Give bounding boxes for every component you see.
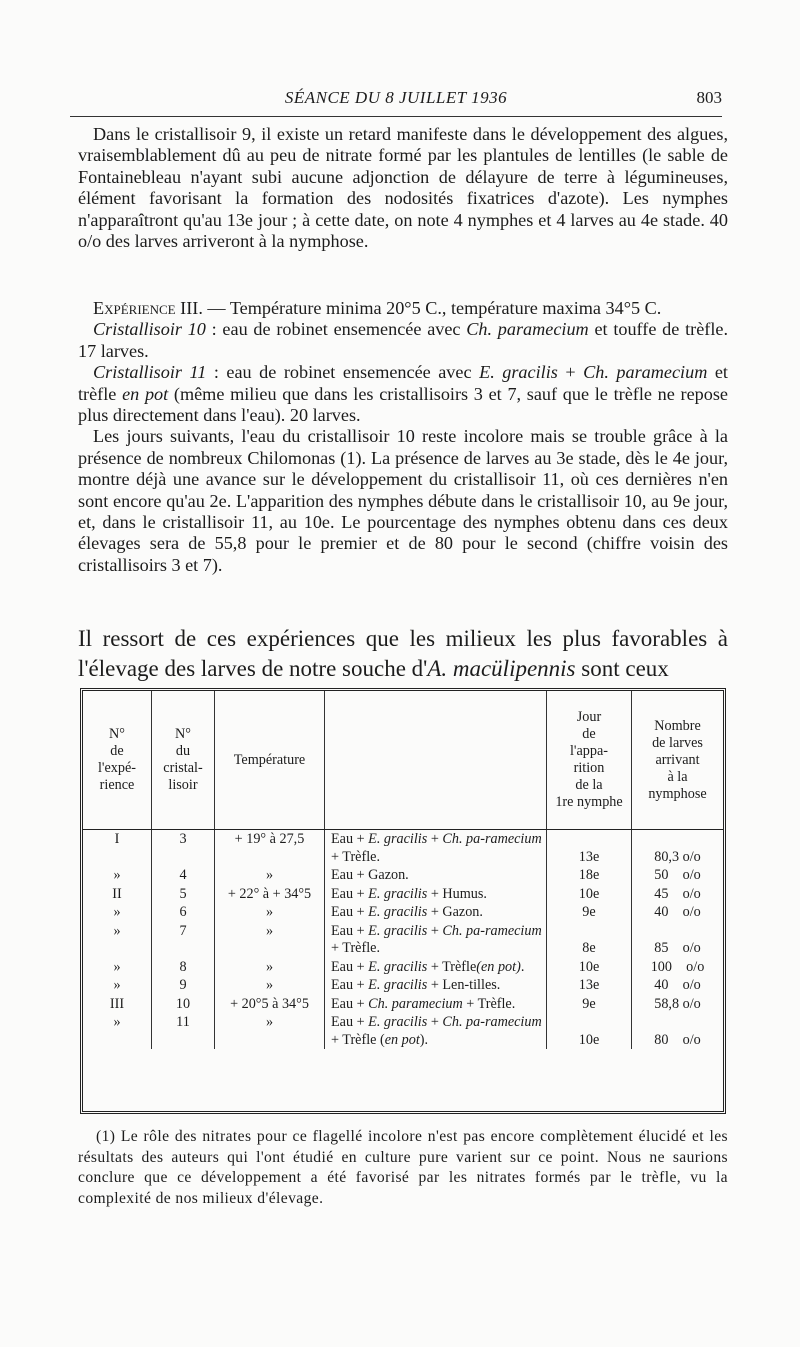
conclusion-text-a: Il ressort de ces expériences que les milieux les plus favorables à l'élevage des larves de notre souche d' <box>78 626 728 681</box>
cell-nombre: 50 o/o <box>654 867 701 883</box>
cell-jour: 8e <box>547 922 632 958</box>
experiment-label: Expérience III. <box>93 298 203 318</box>
milieu-part: en pot <box>384 1031 420 1048</box>
experiment-text: — Température minima 20°5 C., température maxima 34°5 C. <box>202 298 662 318</box>
cell-experience: II <box>83 885 152 904</box>
milieu-part: + Trèfle ( <box>331 1031 385 1048</box>
cell-experience: » <box>83 958 152 977</box>
table-row <box>83 958 723 977</box>
cristallisoir-11-plus: + <box>557 362 584 383</box>
milieu-part: E. gracilis <box>368 904 428 920</box>
milieu-part: Ch. pa- <box>442 1014 485 1030</box>
body-text-top <box>78 124 728 252</box>
cristallisoir-10-species: Ch. paramecium <box>466 319 589 340</box>
results-table-frame <box>80 688 726 1114</box>
hdr-nombre-line: de larves <box>652 734 703 751</box>
milieu-part: Eau + Gazon. <box>331 867 409 883</box>
results-table <box>83 691 723 1049</box>
cell-nombre: 58,8 o/o <box>654 995 701 1012</box>
cell-temperature: + 20°5 à 34°5 <box>215 995 325 1014</box>
cell-jour: 10e <box>547 1013 632 1049</box>
cristallisoir-11-species-a: E. gracilis <box>479 362 558 383</box>
milieu-part: + <box>427 1014 443 1030</box>
cristallisoir-11-species-b: Ch. paramecium <box>583 362 708 383</box>
milieu-part: + <box>427 922 443 939</box>
hdr-jour-line: l'appa- <box>569 743 608 759</box>
milieu-part: ramecium <box>484 1014 542 1030</box>
cell-nombre: 45 o/o <box>654 885 701 902</box>
running-header <box>70 88 722 117</box>
milieu-part: Eau + <box>331 1014 369 1030</box>
cell-experience: I <box>83 830 152 867</box>
hdr-exp-line: de <box>110 743 124 759</box>
table-row <box>83 830 723 867</box>
cristallisoir-11-label: Cristallisoir 11 <box>93 362 207 383</box>
milieu-part: Trèfle. <box>477 995 516 1012</box>
hdr-nombre-line: nymphose <box>648 785 707 802</box>
milieu-part: Eau + <box>331 831 369 847</box>
milieu-part: + <box>462 995 478 1012</box>
table-row <box>83 903 723 922</box>
cell-cristallisoir: 5 <box>152 885 215 904</box>
cell-cristallisoir: 9 <box>152 976 215 995</box>
cell-milieu <box>325 830 547 867</box>
cristallisoir-10-text-b: et touffe de trèfle. 17 larves. <box>78 319 728 361</box>
milieu-part: E. gracilis <box>368 977 428 993</box>
cell-temperature: + 19° à 27,5 <box>215 830 325 867</box>
hdr-exp-line: l'expé- <box>97 760 136 776</box>
milieu-part: Ch. pa- <box>442 922 485 939</box>
cell-temperature: » <box>215 1013 325 1049</box>
cristallisoir-11-paragraph <box>78 362 728 426</box>
header-title: SÉANCE DU 8 JUILLET 1936 <box>284 88 508 107</box>
hdr-cris-line: lisoir <box>168 777 198 793</box>
cell-cristallisoir: 7 <box>152 922 215 958</box>
hdr-jour-line: de la <box>575 777 603 793</box>
hdr-nombre-line: arrivant <box>655 751 700 768</box>
table-row <box>83 995 723 1014</box>
paragraph-1: Dans le cristallisoir 9, il existe un retard manifeste dans le développement des algues, vraisemblablement dû au peu de nitrate formé par les plantules de lentilles (le sable de Fontainebleau n'ayant subi aucune adjonction de délayure de terre à légumineuses, élément favorisant la formation des nodosités fixatrices d'azote). Les nymphes n'apparaîtront qu'au 13e jour ; à cette date, on note 4 nymphes et 4 larves au 4e stade. 40 o/o des larves arriveront à la nymphose. <box>78 124 728 252</box>
cell-milieu <box>325 922 547 958</box>
milieu-part: E. gracilis <box>368 885 428 902</box>
cell-nombre: 40 o/o <box>654 977 701 993</box>
paragraph-2: Les jours suivants, l'eau du cristallisoir 10 reste incolore mais se trouble grâce à la présence de nombreux Chilomonas (1). La présence de larves au 3e stade, dès le 4e jour, montre déjà une avance sur le développement du cristallisoir 11, où ces dernières n'en sont encore qu'au 2e. L'apparition des nymphes débute dans le cristallisoir 10, au 9e jour, et, dans le cristallisoir 11, au 10e. Le pourcentage des nymphes obtenu dans ces deux élevages sera de 55,8 pour le premier et de 80 pour le second (chiffre voisin des cristallisoirs 3 et 7). <box>78 426 728 575</box>
header-nombre <box>632 691 724 830</box>
footnote <box>78 1127 728 1209</box>
header-milieu <box>325 691 547 830</box>
milieu-part: E. gracilis <box>368 958 428 975</box>
table-header-row <box>83 691 723 830</box>
cell-jour: 10e <box>547 885 632 904</box>
experiment-paragraph <box>78 298 728 319</box>
milieu-part: Ch. pa- <box>442 831 485 847</box>
milieu-part: + Trèfle. <box>331 940 380 956</box>
cell-jour: 13e <box>547 976 632 995</box>
milieu-part: + Gazon. <box>427 904 483 920</box>
cell-temperature: » <box>215 958 325 977</box>
cell-nombre: 40 o/o <box>654 904 701 920</box>
cristallisoir-10-paragraph <box>78 319 728 362</box>
milieu-part: E. gracilis <box>368 831 428 847</box>
hdr-jour-line: Jour <box>576 709 602 725</box>
cristallisoir-10-label: Cristallisoir 10 <box>93 319 206 340</box>
cell-cristallisoir: 11 <box>152 1013 215 1049</box>
table-row <box>83 885 723 904</box>
hdr-jour-line: 1re nymphe <box>555 794 623 810</box>
cristallisoir-11-text-a: : eau de robinet ensemencée avec <box>206 362 480 383</box>
hdr-cris-line: du <box>175 743 191 759</box>
milieu-part: ). <box>419 1031 429 1048</box>
cell-nombre: 80 o/o <box>654 1031 701 1048</box>
milieu-part: + Len- <box>427 977 470 993</box>
cristallisoir-11-text-b: et trèfle <box>78 362 728 404</box>
table-row <box>83 922 723 958</box>
milieu-part: Ch. paramecium <box>368 995 463 1012</box>
milieu-part: ramecium <box>484 922 542 939</box>
cell-experience: » <box>83 1013 152 1049</box>
cell-cristallisoir: 6 <box>152 903 215 922</box>
cell-nombre: 80,3 o/o <box>654 848 701 865</box>
cell-jour: 18e <box>547 866 632 885</box>
hdr-cris-line: N° <box>175 726 191 742</box>
table-row <box>83 1013 723 1049</box>
milieu-part: + Trèfle. <box>331 848 380 865</box>
cell-milieu <box>325 866 547 885</box>
table-row <box>83 866 723 885</box>
hdr-nombre-line: Nombre <box>654 717 701 734</box>
milieu-part: Eau + <box>331 958 369 975</box>
milieu-part: E. gracilis <box>368 1014 428 1030</box>
cell-temperature: » <box>215 922 325 958</box>
conclusion-paragraph <box>78 624 728 683</box>
hdr-nombre-line: à la <box>667 768 688 785</box>
footnote-text: (1) Le rôle des nitrates pour ce flagellé incolore n'est pas encore complètement élucidé et les résultats des auteurs qui l'ont étudié en culture pure varient sur ce point. Nous ne saurions conclure que ce développement a été favorisé par les nitrates formés par le trèfle, vu la complexité de nos milieux d'élevage. <box>78 1128 728 1207</box>
cell-experience: » <box>83 866 152 885</box>
cell-nombre: 85 o/o <box>654 940 701 956</box>
cell-temperature: » <box>215 903 325 922</box>
cell-milieu <box>325 958 547 977</box>
cell-milieu <box>325 976 547 995</box>
cell-experience: III <box>83 995 152 1014</box>
cristallisoir-11-text-c: (même milieu que dans les cristallisoirs 3 et 7, sauf que le trèfle ne repose plus directement dans l'eau). 20 larves. <box>78 383 728 426</box>
milieu-part: Eau + <box>331 885 369 902</box>
hdr-exp-line: N° <box>109 726 125 742</box>
cristallisoir-10-text-a: : eau de robinet ensemencée avec <box>205 319 467 340</box>
cell-cristallisoir: 8 <box>152 958 215 977</box>
hdr-cris-line: cristal- <box>163 760 203 776</box>
milieu-part: E. gracilis <box>368 922 428 939</box>
cell-milieu <box>325 885 547 904</box>
cell-jour: 10e <box>547 958 632 977</box>
cell-milieu <box>325 903 547 922</box>
cell-jour: 9e <box>547 903 632 922</box>
milieu-part: Eau + <box>331 904 369 920</box>
cell-nombre: 100 o/o <box>650 958 705 975</box>
milieu-part: + Humus. <box>427 885 487 902</box>
cell-cristallisoir: 10 <box>152 995 215 1014</box>
header-experience <box>83 691 152 830</box>
milieu-part: + Trèfle <box>427 958 477 975</box>
cristallisoir-11-en-pot: en pot <box>122 383 169 404</box>
cell-experience: » <box>83 903 152 922</box>
cell-jour: 9e <box>547 995 632 1014</box>
page-number: 803 <box>696 88 722 107</box>
hdr-jour-line: de <box>582 726 596 742</box>
header-temperature: Température <box>215 691 325 830</box>
cell-temperature: » <box>215 866 325 885</box>
milieu-part: . <box>520 958 525 975</box>
milieu-part: + <box>427 831 443 847</box>
hdr-exp-line: rience <box>99 777 135 793</box>
cell-temperature: » <box>215 976 325 995</box>
cell-jour: 13e <box>547 830 632 867</box>
conclusion-species: A. macülipennis <box>427 655 576 681</box>
cell-temperature: + 22° à + 34°5 <box>215 885 325 904</box>
conclusion-text-b: sont ceux <box>575 655 669 681</box>
cell-experience: » <box>83 976 152 995</box>
cell-milieu <box>325 1013 547 1049</box>
header-cristallisoir <box>152 691 215 830</box>
milieu-part: Eau + <box>331 922 369 939</box>
header-jour <box>547 691 632 830</box>
hdr-jour-line: rition <box>573 760 605 776</box>
milieu-part: ramecium <box>484 831 542 847</box>
milieu-part: tilles. <box>469 977 501 993</box>
cell-experience: » <box>83 922 152 958</box>
table-row <box>83 976 723 995</box>
body-text-experiment <box>78 298 728 576</box>
cell-cristallisoir: 4 <box>152 866 215 885</box>
cell-milieu <box>325 995 547 1014</box>
milieu-part: Eau + <box>331 995 369 1012</box>
milieu-part: Eau + <box>331 977 369 993</box>
milieu-part: (en pot) <box>476 958 521 975</box>
cell-cristallisoir: 3 <box>152 830 215 867</box>
